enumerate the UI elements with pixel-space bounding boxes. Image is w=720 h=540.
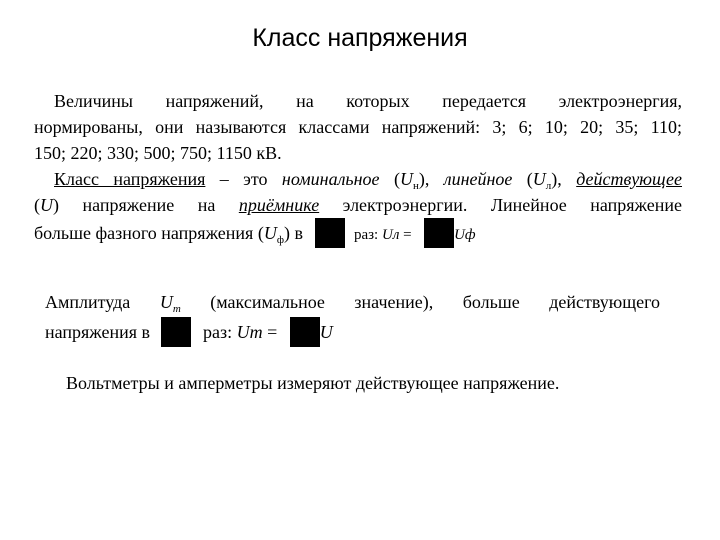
- text-fragment: (: [34, 195, 40, 215]
- symbol: U: [319, 322, 333, 342]
- symbol: Uл: [381, 227, 400, 243]
- formula-image-placeholder: [290, 317, 320, 347]
- text-fragment: ),: [418, 169, 444, 189]
- text-line: нормированы, они называются классами напряжений: 3; 6; 10; 20; 35; 110;: [34, 117, 682, 137]
- text-line: Величины напряжений, на которых передается электроэнергия,: [54, 91, 682, 111]
- text-line: [34, 192, 682, 218]
- formula-image-placeholder: [161, 317, 191, 347]
- text-line: 150; 220; 330; 500; 750; 1150 кВ.: [34, 143, 282, 163]
- text-fragment: ) напряжение на: [53, 195, 239, 215]
- italic-term: приёмнике: [238, 195, 320, 215]
- underlined-term: Класс напряжения: [54, 169, 206, 189]
- text-fragment: – это: [205, 169, 282, 189]
- text-fragment: =: [399, 227, 412, 243]
- text-fragment: (максимальное значение), больше действующего: [180, 292, 660, 312]
- text-fragment: =: [262, 322, 278, 342]
- paragraph-voltage-classes: [34, 88, 682, 244]
- formula-image-placeholder: [424, 218, 454, 248]
- text-line: [34, 218, 682, 244]
- italic-term: номинальное: [281, 169, 380, 189]
- text-fragment: Амплитуда: [45, 292, 160, 312]
- paragraph-instruments: Вольтметры и амперметры измеряют действующее напряжение.: [66, 373, 560, 393]
- text-fragment: (: [393, 169, 400, 189]
- subscript: m: [172, 303, 181, 315]
- paragraph-amplitude: [45, 287, 660, 347]
- text-fragment: электроэнергии. Линейное напряжение: [319, 195, 682, 215]
- text-line: [45, 317, 660, 347]
- symbol: Uф: [454, 227, 476, 243]
- text-fragment: раз:: [203, 322, 237, 342]
- symbol: U: [40, 195, 53, 215]
- text-fragment: напряжения в: [45, 322, 151, 342]
- text-line: [45, 287, 660, 317]
- italic-term: действующее: [576, 169, 682, 189]
- text-fragment: ) в: [283, 223, 303, 243]
- text-line: [34, 166, 682, 192]
- symbol: U: [159, 292, 173, 312]
- symbol: Um: [236, 322, 263, 342]
- text-fragment: (: [526, 169, 533, 189]
- symbol: U: [263, 223, 277, 243]
- text-fragment: ),: [551, 169, 577, 189]
- text-fragment: раз:: [353, 227, 382, 243]
- italic-term: линейное: [443, 169, 513, 189]
- symbol: U: [399, 169, 413, 189]
- subscript: н: [412, 180, 419, 192]
- formula-image-placeholder: [315, 218, 345, 248]
- slide-title: Класс напряжения: [252, 24, 468, 52]
- text-fragment: больше фазного напряжения (: [34, 223, 264, 243]
- subscript: ф: [276, 234, 284, 246]
- subscript: л: [545, 180, 552, 192]
- symbol: U: [532, 169, 546, 189]
